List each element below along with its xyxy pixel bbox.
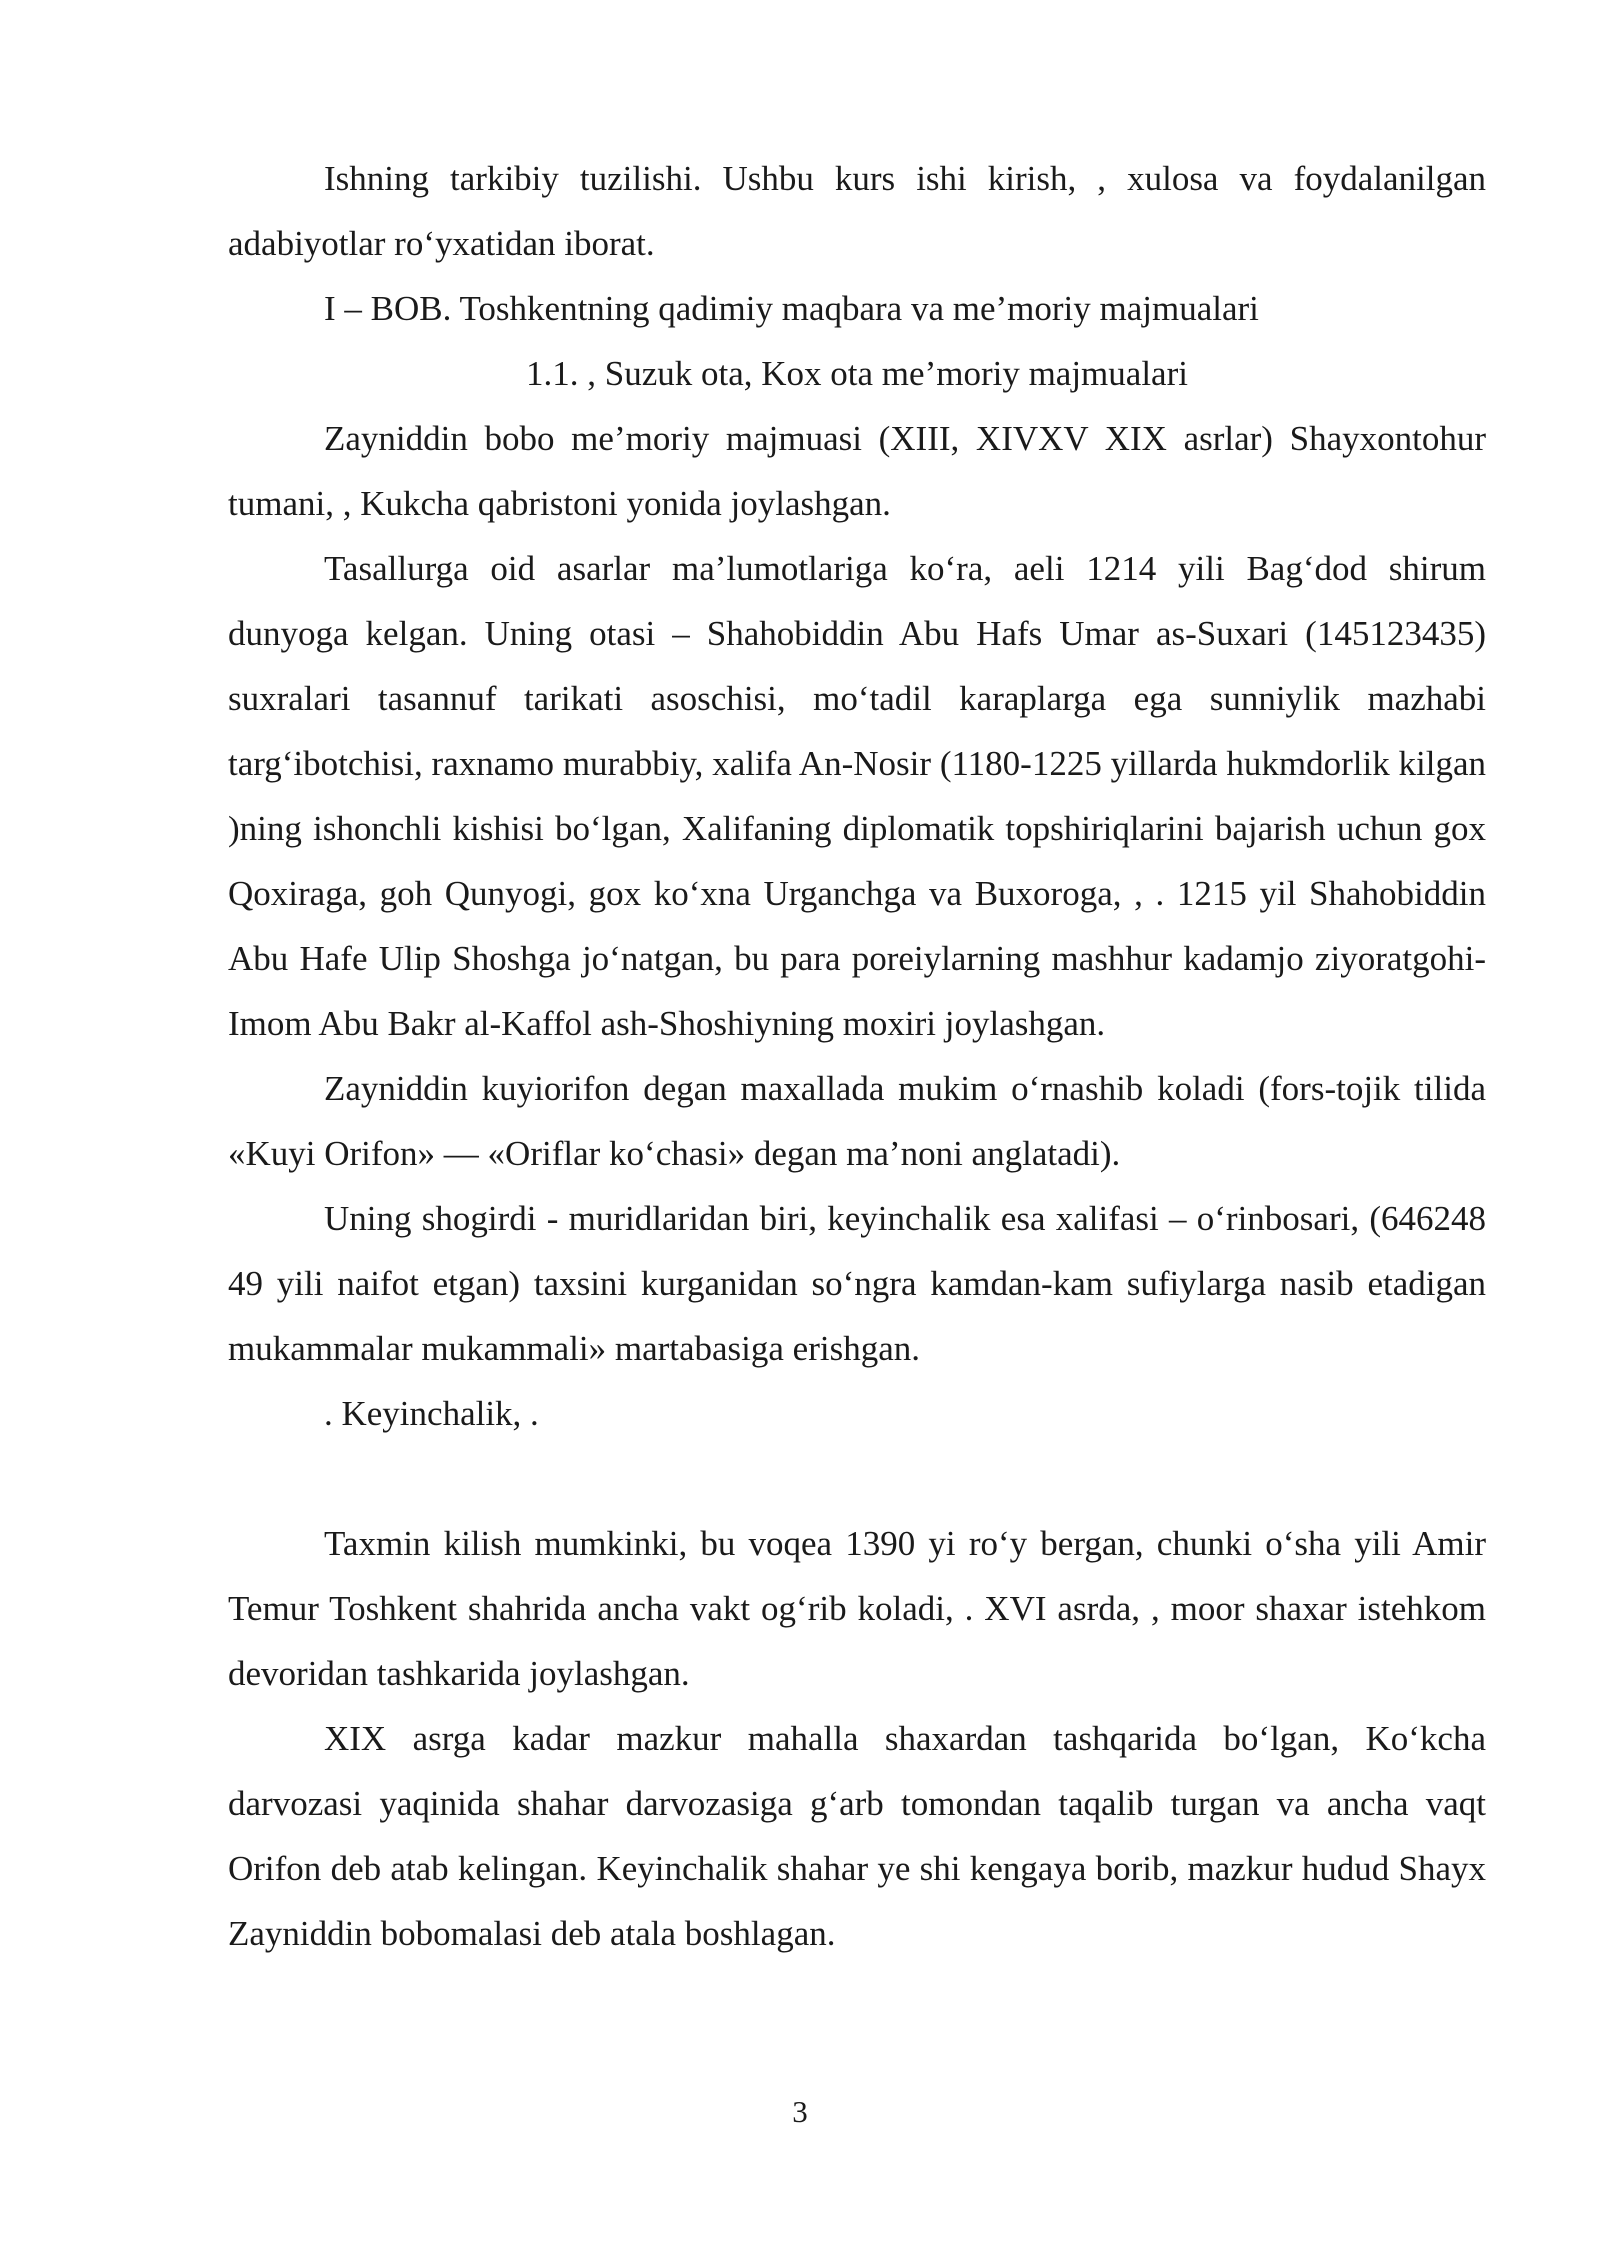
- section-heading: 1.1. , Suzuk ota, Kox ota me’moriy majmualari: [526, 354, 1188, 393]
- document-body: [228, 146, 1486, 1966]
- paragraph-tasallurga: Tasallurga oid asarlar ma’lumotlariga ko‘ra, aeli 1214 yili Bag‘dod shirum dunyoga kelgan. Uning otasi – Shahobiddin Abu Hafs Umar as-Suxari (145123435) suxralari tasannuf tarikati asoschisi, mo‘tadil karaplarga ega sunniylik mazhabi targ‘ibotchisi, raxnamo murabbiy, xalifa An-Nosir (1180-1225 yillarda hukmdorlik kilgan )ning ishonchli kishisi bo‘lgan, Xalifaning diplomatik topshiriqlarini bajarish uchun gox Qoxiraga, goh Qunyogi, gox ko‘xna Urganchga va Buxoroga, , . 1215 yil Shahobiddin Abu Hafe Ulip Shoshga jo‘natgan, bu para poreiylarning mashhur kadamjo ziyoratgohi-Imom Abu Bakr al-Kaffol ash-Shoshiyning moxiri joylashgan.: [228, 549, 1486, 1043]
- paragraph-kuyiorifon: Zayniddin kuyiorifon degan maxallada mukim o‘rnashib koladi (fors-tojik tilida «Kuyi Orifon» — «Oriflar ko‘chasi» degan ma’noni anglatadi).: [228, 1069, 1486, 1173]
- blank-line: [228, 1446, 1486, 1511]
- paragraph-zayniddin-complex: Zayniddin bobo me’moriy majmuasi (XIII, XIVXV XIX asrlar) Shayxontohur tumani, , Kukcha qabristoni yonida joylashgan.: [228, 419, 1486, 523]
- paragraph-taxmin: Taxmin kilish mumkinki, bu voqea 1390 yi ro‘y bergan, chunki o‘sha yili Amir Temur Toshkent shahrida ancha vakt og‘rib koladi, . XVI asrda, , moor shaxar istehkom devoridan tashkarida joylashgan.: [228, 1524, 1486, 1693]
- chapter-heading: I – BOB. Toshkentning qadimiy maqbara va me’moriy majmualari: [324, 289, 1259, 328]
- page-number: 3: [792, 2094, 808, 2129]
- paragraph-work-structure: Ishning tarkibiy tuzilishi. Ushbu kurs ishi kirish, , xulosa va foydalanilgan adabiyotlar ro‘yxatidan iborat.: [228, 159, 1486, 263]
- paragraph-keyinchalik: . Keyinchalik, .: [324, 1394, 539, 1433]
- paragraph-xix-asrga: XIX asrga kadar mazkur mahalla shaxardan tashqarida bo‘lgan, Ko‘kcha darvozasi yaqinida shahar darvozasiga g‘arb tomondan taqalib turgan va ancha vaqt Orifon deb atab kelingan. Keyinchalik shahar ye shi kengaya borib, mazkur hudud Shayx Zayniddin bobomalasi deb atala boshlagan.: [228, 1719, 1486, 1953]
- paragraph-shogirdi: Uning shogirdi - muridlaridan biri, keyinchalik esa xalifasi – o‘rinbosari, (646248 49 yili naifot etgan) taxsini kurganidan so‘ngra kamdan-kam sufiylarga nasib etadigan mukammalar mukammali» martabasiga erishgan.: [228, 1199, 1486, 1368]
